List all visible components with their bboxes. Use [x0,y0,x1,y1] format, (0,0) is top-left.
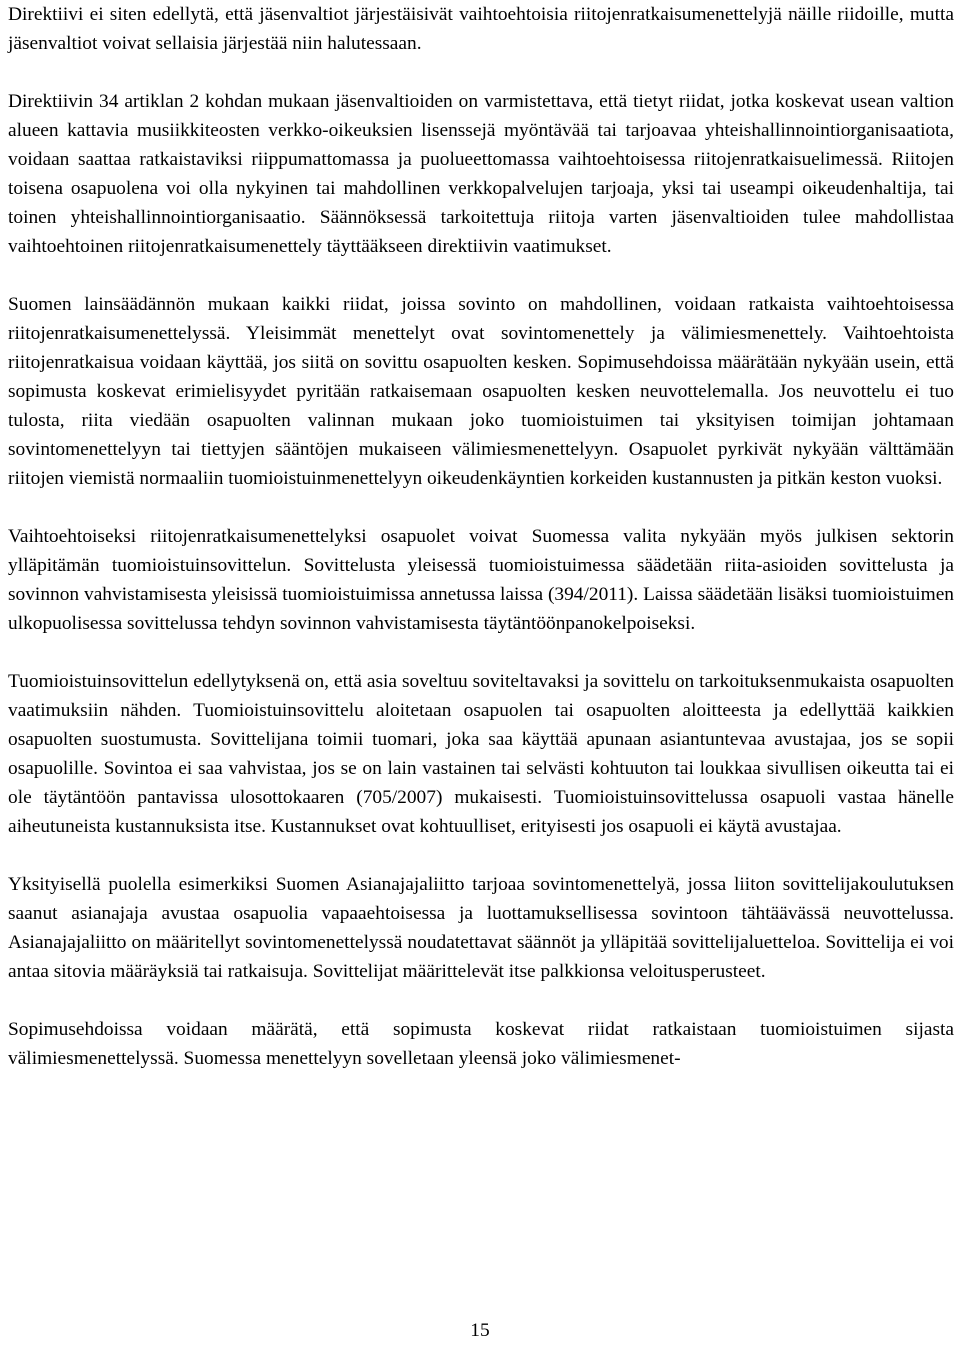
paragraph-finnish-legislation: Suomen lainsäädännön mukaan kaikki riidat, joissa sovinto on mahdollinen, voidaan ratkaista vaihtoehtoisessa riitojenratkaisumenettelyssä. Yleisimmät menettelyt ovat sovintomenettely ja välimiesmenettely. Vaihtoehtoista riitojenratkaisua voidaan käyttää, jos siitä on sovittu osapuolten kesken. Sopimusehdoissa määrätään nykyään usein, että sopimusta koskevat erimielisyydet pyritään ratkaisemaan osapuolten kesken neuvottelemalla. Jos neuvottelu ei tuo tulosta, riita viedään osapuolten valinnan mukaan joko tuomioistuimen tai yksityisen toimijan johtamaan sovintomenettelyyn tai tiettyjen sääntöjen mukaiseen välimiesmenettelyyn. Osapuolet pyrkivät nykyään välttämään riitojen viemistä normaaliin tuomioistuinmenettelyyn oikeudenkäyntien korkeiden kustannusten ja pitkän keston vuoksi. [8,294,954,489]
paragraph-directive-scope: Direktiivi ei siten edellytä, että jäsenvaltiot järjestäisivät vaihtoehtoisia riitojenratkaisumenettelyjä näille riidoille, mutta jäsenvaltiot voivat sellaisia järjestää niin halutessaan. [8,4,954,54]
paragraph-court-mediation: Vaihtoehtoiseksi riitojenratkaisumenettelyksi osapuolet voivat Suomessa valita nykyään myös julkisen sektorin ylläpitämän tuomioistuinsovittelun. Sovittelusta yleisessä tuomioistuimessa säädetään riita-asioiden sovittelusta ja sovinnon vahvistamisesta yleisissä tuomioistuimissa annetussa laissa (394/2011). Laissa säädetään lisäksi tuomioistuimen ulkopuolisessa sovittelussa tehdyn sovinnon vahvistamisesta täytäntöönpanokelpoiseksi. [8,526,954,634]
document-page [8,0,954,1102]
page-number: 15 [470,1320,490,1341]
paragraph-arbitration: Sopimusehdoissa voidaan määrätä, että sopimusta koskevat riidat ratkaistaan tuomioistuimen sijasta välimiesmenettelyssä. Suomessa menettelyyn sovelletaan yleensä joko välimiesmenet- [8,1019,954,1069]
paragraph-court-mediation-conditions: Tuomioistuinsovittelun edellytyksenä on, että asia soveltuu soviteltavaksi ja sovittelu on tarkoituksenmukaista osapuolten vaatimuksiin nähden. Tuomioistuinsovittelu aloitetaan osapuolen tai osapuolten aloitteesta ja edellyttää kaikkien osapuolten suostumusta. Sovittelijana toimii tuomari, joka saa käyttää apunaan asiantuntevaa avustajaa, jos se sopii osapuolille. Sovintoa ei saa vahvistaa, jos se on lain vastainen tai selvästi kohtuuton tai loukkaa sivullisen oikeutta tai ei ole täytäntöön pantavissa ulosottokaaren (705/2007) mukaisesti. Tuomioistuinsovittelussa osapuoli vastaa hänelle aiheutuneista kustannuksista itse. Kustannukset ovat kohtuulliset, erityisesti jos osapuoli ei käytä avustajaa. [8,671,954,837]
paragraph-article-34: Direktiivin 34 artiklan 2 kohdan mukaan jäsenvaltioiden on varmistettava, että tietyt riidat, jotka koskevat usean valtion alueen kattavia musiikkiteosten verkko-oikeuksien lisenssejä myöntävää tai tarjoavaa yhteishallinnointiorganisaatiota, voidaan saattaa ratkaistaviksi riippumattomassa ja puolueettomassa vaihtoehtoisessa riitojenratkaisuelimessä. Riitojen toisena osapuolena voi olla nykyinen tai mahdollinen verkkopalvelujen tarjoaja, yksi tai useampi oikeudenhaltija, tai toinen yhteishallinnointiorganisaatio. Säännöksessä tarkoitettuja riitoja varten jäsenvaltioiden tulee mahdollistaa vaihtoehtoinen riitojenratkaisumenettely täyttääkseen direktiivin vaatimukset. [8,91,954,257]
paragraph-private-mediation: Yksityisellä puolella esimerkiksi Suomen Asianajajaliitto tarjoaa sovintomenettelyä, jossa liiton sovittelijakoulutuksen saanut asianajaja avustaa osapuolia vapaaehtoisessa ja luottamuksellisessa sovintoon tähtäävässä neuvottelussa. Asianajajaliitto on määritellyt sovintomenettelyssä noudatettavat säännöt ja ylläpitää sovittelijaluetteloa. Sovittelija ei voi antaa sitovia määräyksiä tai ratkaisuja. Sovittelijat määrittelevät itse palkkionsa veloitusperusteet. [8,874,954,982]
